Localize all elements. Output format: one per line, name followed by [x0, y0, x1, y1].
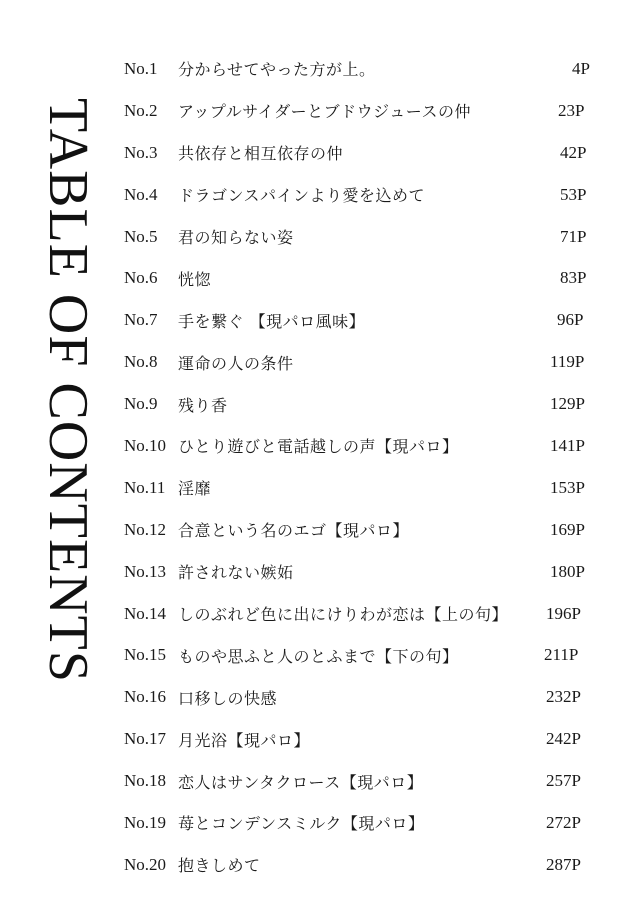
toc-entry-number: No.1 — [124, 58, 158, 78]
toc-entry-number: No.5 — [124, 226, 158, 246]
toc-entry-number: No.10 — [124, 435, 167, 455]
toc-entry-title: ひとり遊びと電話越しの声【現パロ】 — [178, 437, 459, 457]
toc-entry-title: 淫靡 — [178, 479, 212, 499]
toc-entry-page: 242P — [546, 729, 581, 749]
toc-entry-page: 96P — [557, 310, 584, 330]
toc-entry-title: 運命の人の条件 — [178, 353, 294, 373]
toc-entry-number: No.2 — [124, 100, 158, 120]
toc-entry[interactable] — [124, 634, 604, 676]
toc-entry[interactable] — [124, 383, 604, 425]
toc-entry-number: No.4 — [124, 184, 158, 204]
toc-entry-page: 53P — [560, 184, 587, 204]
toc-entry-title: 残り香 — [178, 395, 228, 415]
side-title: TABLE OF CONTENTS — [37, 97, 99, 683]
toc-entry[interactable] — [124, 467, 604, 509]
toc-entry-page: 287P — [546, 854, 581, 874]
toc-entry-title: 分からせてやった方が上。 — [178, 60, 376, 80]
toc-entry[interactable] — [124, 718, 604, 760]
toc-entry-page: 211P — [544, 645, 579, 665]
toc-entry[interactable] — [124, 509, 604, 551]
toc-entry-title: 抱きしめて — [178, 856, 261, 876]
toc-entry-number: No.16 — [124, 687, 167, 707]
toc-entry[interactable] — [124, 132, 604, 174]
toc-entry-title: 許されない嫉妬 — [178, 563, 294, 583]
toc-entry-page: 257P — [546, 771, 581, 791]
toc-entry-page: 119P — [550, 352, 585, 372]
toc-entry-page: 42P — [560, 142, 587, 162]
toc-entry[interactable] — [124, 216, 604, 258]
toc-entry-number: No.3 — [124, 142, 158, 162]
toc-entry-page: 141P — [550, 435, 585, 455]
toc-entry[interactable] — [124, 676, 604, 718]
toc-entry-title: しのぶれど色に出にけりわが恋は【上の句】 — [178, 605, 509, 625]
toc-entry-title: ものや思ふと人のとふまで【下の句】 — [178, 646, 459, 666]
toc-entry-title: 月光浴【現パロ】 — [178, 730, 311, 750]
toc-entry-number: No.19 — [124, 812, 167, 832]
toc-entry-page: 71P — [560, 226, 587, 246]
toc-entry-number: No.18 — [124, 771, 167, 791]
toc-entry-title: 口移しの快感 — [178, 688, 278, 708]
toc-entry-number: No.7 — [124, 310, 158, 330]
toc-entry[interactable] — [124, 425, 604, 467]
toc-entry[interactable] — [124, 257, 604, 299]
toc-entry-title: 合意という名のエゴ【現パロ】 — [178, 521, 410, 541]
toc-entry[interactable] — [124, 341, 604, 383]
toc-entry-page: 180P — [550, 561, 585, 581]
toc-entry[interactable] — [124, 174, 604, 216]
toc-entry[interactable] — [124, 802, 604, 844]
toc-entry-number: No.17 — [124, 729, 167, 749]
toc-entry[interactable] — [124, 299, 604, 341]
toc-entry-title: 手を繋ぐ 【現パロ風味】 — [178, 311, 366, 331]
toc-entry-number: No.15 — [124, 645, 167, 665]
toc-entry-title: アップルサイダーとブドウジュースの仲 — [178, 102, 472, 122]
toc-entry-page: 232P — [546, 687, 581, 707]
toc-entry-number: No.11 — [124, 477, 166, 497]
toc-entry-page: 272P — [546, 812, 581, 832]
toc-entry-page: 196P — [546, 603, 581, 623]
toc-entry[interactable] — [124, 90, 604, 132]
toc-entry-number: No.8 — [124, 352, 158, 372]
toc-entry[interactable] — [124, 48, 604, 90]
toc-entry-page: 23P — [558, 100, 585, 120]
toc-entry-number: No.14 — [124, 603, 167, 623]
toc-entry-page: 83P — [560, 268, 587, 288]
toc-entry[interactable] — [124, 551, 604, 593]
toc-entry[interactable] — [124, 593, 604, 635]
toc-entry-page: 169P — [550, 519, 585, 539]
toc-entry-page: 4P — [572, 58, 590, 78]
toc-entry-number: No.12 — [124, 519, 167, 539]
toc-entry-page: 153P — [550, 477, 585, 497]
toc-entry-page: 129P — [550, 394, 585, 414]
toc-entry-title: 君の知らない姿 — [178, 228, 294, 247]
toc-entry-title: 恋人はサンタクロース【現パロ】 — [178, 772, 424, 792]
toc-entry-number: No.20 — [124, 854, 167, 874]
toc-entry[interactable] — [124, 760, 604, 802]
toc-entry-title: 恍惚 — [178, 269, 212, 289]
toc-entry-number: No.6 — [124, 268, 158, 288]
toc-entry-number: No.9 — [124, 394, 158, 414]
toc-entry-title: ドラゴンスパインより愛を込めて — [178, 186, 426, 206]
toc-entry-title: 苺とコンデンスミルク【現パロ】 — [178, 814, 425, 834]
toc-entry[interactable] — [124, 844, 604, 886]
toc-entry-number: No.13 — [124, 561, 167, 581]
table-of-contents — [124, 48, 604, 886]
toc-entry-title: 共依存と相互依存の仲 — [178, 144, 344, 164]
